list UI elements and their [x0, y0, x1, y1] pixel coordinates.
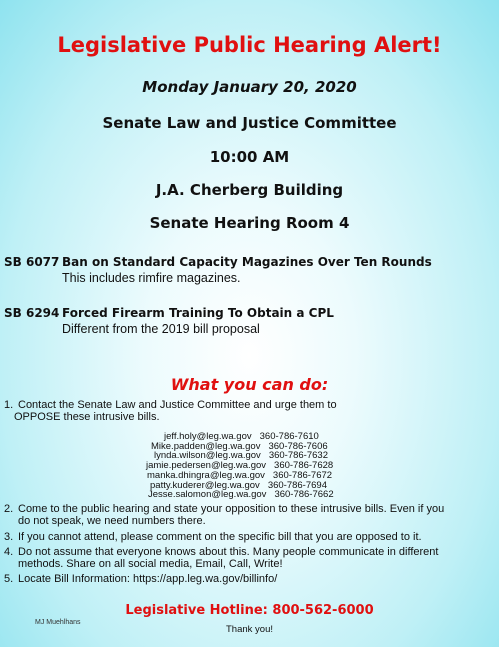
- contact-phone: 360-786-7662: [274, 489, 334, 501]
- committee-name: Senate Law and Justice Committee: [102, 114, 397, 132]
- contact-email[interactable]: lynda.wilson@leg.wa.gov: [154, 450, 261, 462]
- bill-item: [4, 255, 432, 285]
- building-name: J.A. Cherberg Building: [155, 181, 344, 199]
- hearing-date: Monday January 20, 2020: [142, 78, 357, 96]
- contact-email[interactable]: Mike.padden@leg.wa.gov: [151, 440, 261, 452]
- step-item: 3. If you cannot attend, please comment on the specific bill that you are opposed to it.: [4, 531, 422, 543]
- contact-row: [150, 490, 410, 500]
- contact-list: [146, 431, 410, 501]
- hearing-time: 10:00 AM: [209, 148, 290, 166]
- author-credit: MJ Muehlhans: [35, 619, 81, 626]
- action-heading: What you can do:: [170, 375, 329, 394]
- contact-phone: 360-786-7694: [267, 479, 327, 491]
- contact-email[interactable]: jeff.holy@leg.wa.gov: [164, 431, 252, 442]
- bill-info-link[interactable]: Locate Bill Information: https://app.leg.wa.gov/billinfo/: [18, 573, 278, 585]
- hotline: Legislative Hotline: 800-562-6000: [125, 603, 374, 618]
- page-title: Legislative Public Hearing Alert!: [57, 33, 442, 57]
- step-item: 4. Do not assume that everyone knows about this. Many people communicate in different methods. Share on all social media, Email, Call, Write!: [4, 546, 439, 570]
- step-item: 1. Contact the Senate Law and Justice Committee and urge them to OPPOSE these intrusive bills.: [4, 399, 337, 423]
- bill-title: Forced Firearm Training To Obtain a CPL: [62, 306, 334, 320]
- bill-item: [4, 306, 334, 336]
- bill-note: Different from the 2019 bill proposal: [62, 322, 260, 336]
- contact-phone: 360-786-7606: [268, 440, 328, 452]
- hearing-room: Senate Hearing Room 4: [149, 214, 350, 232]
- bill-note: This includes rimfire magazines.: [62, 271, 241, 285]
- thank-you: Thank you!: [226, 624, 273, 635]
- step-item: 5. Locate Bill Information: https://app.leg.wa.gov/billinfo/: [4, 573, 278, 585]
- contact-email[interactable]: jamie.pedersen@leg.wa.gov: [146, 460, 267, 472]
- contact-email[interactable]: manka.dhingra@leg.wa.gov: [147, 469, 265, 481]
- bill-number: SB 6294: [4, 306, 60, 320]
- contact-phone: 360-786-7672: [272, 469, 333, 481]
- contact-phone: 360-786-7610: [259, 431, 319, 442]
- step-item: 2. Come to the public hearing and state your opposition to these intrusive bills. Even if you do not speak, we need numbers there.: [4, 503, 445, 527]
- contact-email[interactable]: Jesse.salomon@leg.wa.gov: [148, 489, 267, 501]
- bill-number: SB 6077: [4, 255, 60, 269]
- bill-title: Ban on Standard Capacity Magazines Over Ten Rounds: [62, 255, 432, 269]
- contact-phone: 360-786-7632: [268, 450, 328, 462]
- contact-phone: 360-786-7628: [274, 460, 334, 472]
- contact-email[interactable]: patty.kuderer@leg.wa.gov: [150, 479, 260, 491]
